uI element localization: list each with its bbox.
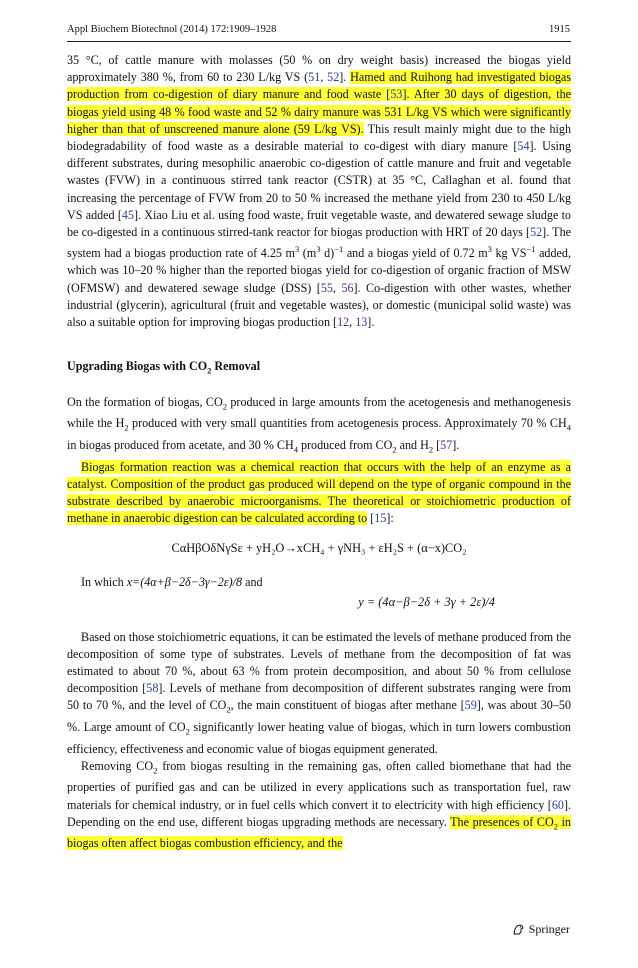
citation-link[interactable]: 53 (390, 87, 403, 102)
citation-link[interactable]: 15 (374, 511, 387, 526)
header-rule (67, 41, 571, 42)
citation-link[interactable]: 52 (327, 70, 340, 85)
citation-link[interactable]: 52 (530, 225, 543, 240)
highlighted-text: Biogas formation reaction was a chemical reaction that occurs with the help of an enzyme as a catalyst. Composition of the product gas produced will depend on the type of organic compound in the substrate described by anaerobic microorganisms. The theoretical or stoichiometric production of methane in anaerobic digestion can be calculated according to (67, 459, 571, 526)
citation-link[interactable]: 57 (440, 437, 453, 452)
highlighted-text: Hamed and Ruihong had investigated biogas production from co-digestion of diary manure and food waste [53]. After 30 days of digestion, the biogas yield using 48 % food waste and 52 % dairy manure was 531 L/kg VS which were significantly higher than that of unscreened manure alone (59 L/kg VS). (67, 70, 572, 136)
publisher-name: Springer (528, 922, 570, 936)
citation-link[interactable]: 60 (551, 797, 564, 812)
citation-link[interactable]: 54 (517, 139, 530, 154)
citation-link[interactable]: 45 (121, 207, 134, 222)
article-body (67, 52, 571, 853)
stoichiometric-equation: CαHβOδNγSε + yH₂O→xCH₄ + γNH₃ + εH₂S + (α−x)CO₂ (171, 541, 467, 556)
springer-horse-icon (512, 923, 525, 936)
paragraph-4: Based on those stoichiometric equations, it can be estimated the levels of methane produced from the decomposition of some type of substrates. Levels of methane from the decomposition of fat was estimated to about 70 %, about 63 % from protein decomposition, and about 50 % from cellulose decomposition [58]. Levels of methane from decomposition of different substrates ranging were from 50 to 70 %, and the level of $CO_2$, the main constituent of biogas after methane [59], was about 30–50 %. Large amount of $CO_2$ significantly lower heating value of biogas, which in turn lowers combustion efficiency, effectiveness and economic value of biogas equipment generated. (67, 629, 571, 756)
publisher-footer (512, 922, 570, 937)
citation-link[interactable]: 12 (337, 315, 350, 330)
section-heading: Upgrading Biogas with $CO_2$ Removal (67, 359, 261, 376)
citation-link[interactable]: 58 (146, 681, 159, 696)
citation-link[interactable]: 59 (464, 698, 477, 713)
running-header-page-number: 1915 (549, 24, 570, 35)
paragraph-3: Biogas formation reaction was a chemical reaction that occurs with the help of an enzyme as a catalyst. Composition of the product gas produced will depend on the type of organic compound in the substrate described by anaerobic microorganisms. The theoretical or stoichiometric production of methane in anaerobic digestion can be calculated according to [15]: (67, 459, 571, 526)
citation-link[interactable]: 51 (308, 70, 321, 85)
citation-link[interactable]: 13 (355, 315, 368, 330)
equation-y: y = (4α−β−2δ + 3γ + 2ε)/4 (358, 594, 495, 609)
equation-intro: In which x=(4α+β−2δ−3γ−2ε)/8 and (81, 575, 263, 590)
paragraph-1: 35 °C, of cattle manure with molasses (50 % on dry weight basis) increased the biogas yield approximately 380 %, from 60 to 230 L/kg VS (51, 52]. Hamed and Ruihong had investigated biogas production from co-digestion of diary manure and food waste [53]. After 30 days of digestion, the biogas yield using 48 % food waste and 52 % dairy manure was 531 L/kg VS which were significantly higher than that of unscreened manure alone (59 L/kg VS). This result mainly might due to the high biodegradability of food waste as a desirable material to co-digest with diary manure [54]. Using different substrates, during mesophilic anaerobic co-digestion of cattle manure and fruit and vegetable wastes (FVW) in a continuous stirred tank reactor (CSTR) at 35 °C, Callaghan et al. found that increasing the percentage of FVW from 20 to 50 % increased the methane yield from 230 to 450 L/kg VS added [45]. Xiao Liu et al. using food waste, fruit vegetable waste, and dewatered sewage sludge to be co-digested in a continuous stirred-tank reactor for biogas production with HRT of 20 days [52]. The system had a biogas production rate of 4.25 $m^3$ ($m^3$ d)$^{-1}$ and a biogas yield of 0.72 $m^3$ kg $VS^{-1}$ added, which was 10–20 % higher than the reported biogas yield for co-digestion of organic fraction of MSW (OFMSW) and dewatered sewage sludge (DSS) [55, 56]. Co-digestion with other wastes, whether industrial (glycerin), agricultural (fruit and vegetable wastes), or domestic (municipal solid waste) was also a suitable option for improving biogas production [12, 13]. (67, 53, 572, 330)
paragraph-5: Removing $CO_2$ from biogas resulting in the remaining gas, often called biomethane that had the properties of purified gas and can be utilized in every applications such as transportation fuel, raw materials for chemical industry, or in fuel cells which convert it to electricity with high efficiency [60]. Depending on the end use, different biogas upgrading methods are necessary. The presences of $CO_2$ in biogas often affect biogas combustion efficiency, and the (67, 758, 572, 851)
citation-link[interactable]: 56 (341, 280, 354, 295)
paragraph-2: On the formation of biogas, $CO_2$ produced in large amounts from the acetogenesis and methanogenesis while the $H_2$ produced with very small quantities from acetogenesis process. Approximately 70 % $CH_4$ in biogas produced from acetate, and 30 % $CH_4$ produced from $CO_2$ and $H_2$ [57]. (67, 394, 571, 455)
running-header-journal: Appl Biochem Biotechnol (2014) 172:1909–1928 (67, 24, 277, 35)
highlighted-text: The presences of $CO_2$ in biogas often affect biogas combustion efficiency, and the (67, 814, 571, 851)
citation-link[interactable]: 55 (320, 280, 333, 295)
